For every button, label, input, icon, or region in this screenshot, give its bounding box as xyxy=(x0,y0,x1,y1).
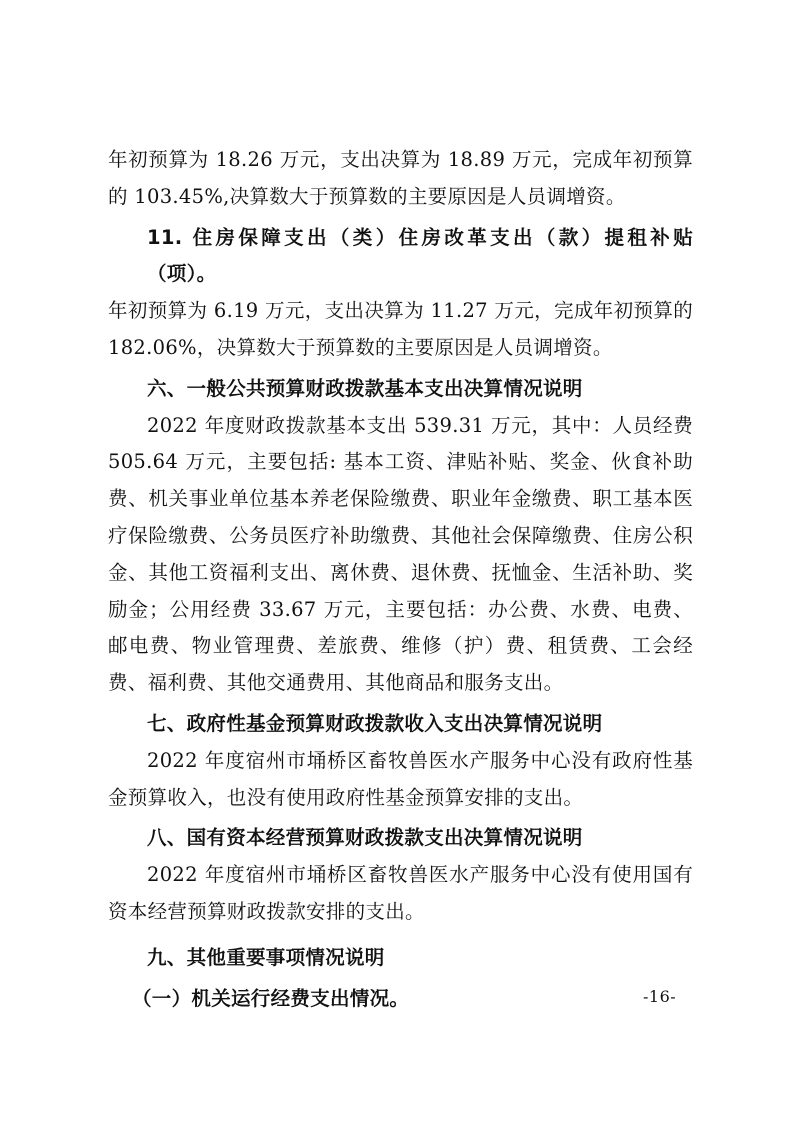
section-heading-6: 六、一般公共预算财政拨款基本支出决算情况说明 xyxy=(147,376,583,400)
housing-subsidy-text: 年初预算为 6.19 万元，支出决算为 11.27 万元，完成年初预算的 182.06%，决算数大于预算数的主要原因是人员调增资。 xyxy=(108,299,693,359)
document-body xyxy=(108,142,693,1017)
paragraph-housing-subsidy xyxy=(108,220,693,367)
paragraph-basic-expenditure: 2022 年度财政拨款基本支出 539.31 万元，其中：人员经费 505.64 万元，主要包括: 基本工资、津贴补贴、奖金、伙食补助费、机关事业单位基本养老保险缴费、职业年金缴费、职工基本医疗保险缴费、公务员医疗补助缴费、其他社会保障缴费、住房公积金、其他工资福利支出、离休费、退休费、抚恤金、生活补助、奖励金；公用经费 33.67 万元，主要包括：办公费、水费、电费、邮电费、物业管理费、差旅费、维修（护）费、租赁费、工会经费、福利费、其他交通费用、其他商品和服务支出。 xyxy=(108,413,693,695)
paragraph-budget-summary: 年初预算为 18.26 万元，支出决算为 18.89 万元，完成年初预算的 103.45%,决算数大于预算数的主要原因是人员调增资。 xyxy=(108,148,693,208)
housing-subsidy-heading: 11. 住房保障支出（类）住房改革支出（款）提租补贴（项）。 xyxy=(147,225,693,286)
subsection-heading-9-1: （一）机关运行经费支出情况。 xyxy=(132,986,410,1010)
paragraph-state-capital: 2022 年度宿州市埇桥区畜牧兽医水产服务中心没有使用国有资本经营预算财政拨款安排的支出。 xyxy=(108,863,693,923)
paragraph-government-fund: 2022 年度宿州市埇桥区畜牧兽医水产服务中心没有政府性基金预算收入，也没有使用政府性基金预算安排的支出。 xyxy=(108,748,693,809)
section-heading-8: 八、国有资本经营预算财政拨款支出决算情况说明 xyxy=(147,826,583,850)
section-heading-9: 九、其他重要事项情况说明 xyxy=(147,945,385,969)
page-number: -16- xyxy=(643,987,677,1006)
section-heading-7: 七、政府性基金预算财政拨款收入支出决算情况说明 xyxy=(147,711,603,735)
